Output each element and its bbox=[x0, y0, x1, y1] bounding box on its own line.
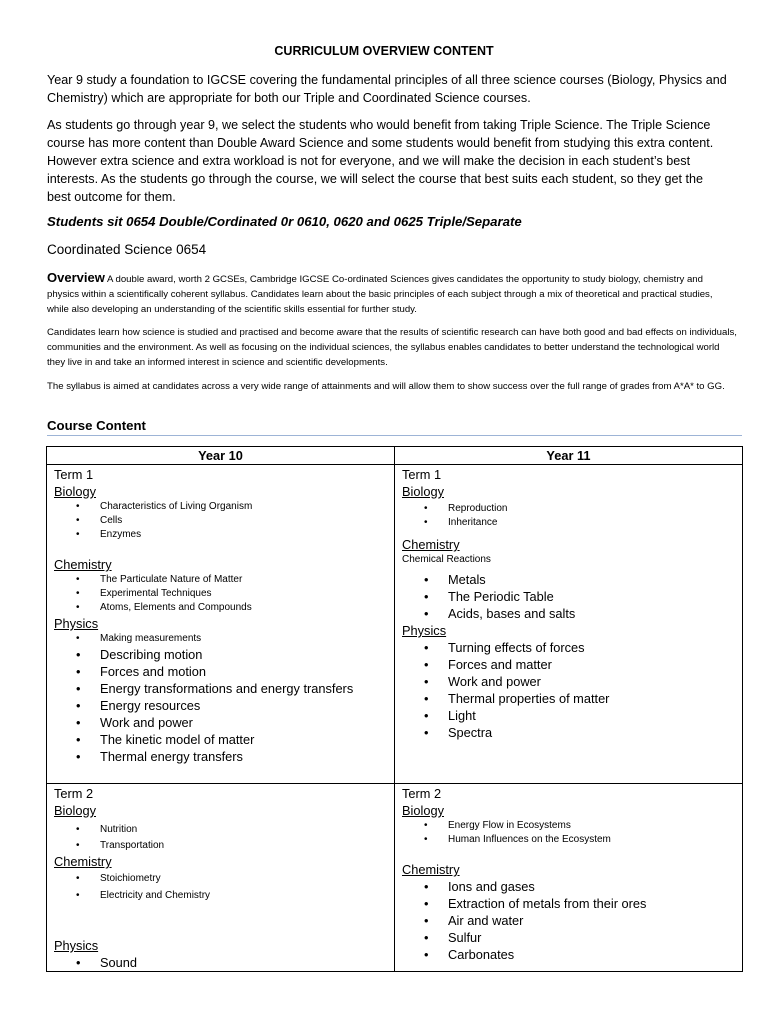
cell-year11-term1 bbox=[395, 465, 743, 784]
header-year-10: Year 10 bbox=[47, 447, 395, 465]
term-label: Term 1 bbox=[54, 467, 94, 482]
list-item: • Enzymes bbox=[100, 528, 394, 542]
list-item: • The Periodic Table bbox=[448, 588, 742, 605]
course-content-title: Course Content bbox=[47, 418, 146, 433]
list-item: • The kinetic model of matter bbox=[100, 731, 394, 748]
physics-list bbox=[54, 954, 394, 971]
subject-biology: Biology bbox=[402, 484, 444, 499]
biology-list bbox=[402, 502, 742, 530]
list-item: • Extraction of metals from their ores bbox=[448, 895, 742, 912]
chemistry-list bbox=[402, 571, 742, 622]
list-item: • Experimental Techniques bbox=[100, 587, 394, 601]
list-item: • Energy resources bbox=[100, 697, 394, 714]
list-item: • Characteristics of Living Organism bbox=[100, 500, 394, 514]
term-label: Term 1 bbox=[402, 467, 442, 482]
list-item: • Light bbox=[448, 707, 742, 724]
subject-physics: Physics bbox=[54, 938, 99, 953]
list-item: • Energy transformations and energy transfers bbox=[100, 680, 394, 697]
list-item: • Spectra bbox=[448, 724, 742, 741]
subject-biology: Biology bbox=[402, 803, 444, 818]
subject-chemistry: Chemistry bbox=[402, 537, 460, 552]
cell-year10-term1 bbox=[47, 465, 395, 784]
chemistry-list bbox=[54, 872, 394, 903]
overview-text: A double award, worth 2 GCSEs, Cambridge IGCSE Co-ordinated Sciences gives candidates the opportunity to study biology, chemistry and physics within a scientifically coherent syllabus. Candidates learn about the basic principles of each subject through a mix of theoretical and practical studies, while also developing an understanding of the scientific skills essential for further study. bbox=[47, 274, 713, 315]
syllabus-paragraph: The syllabus is aimed at candidates across a very wide range of attainments and will allow them to show success over the full range of grades from A*A* to GG. bbox=[47, 381, 725, 392]
cell-year11-term2 bbox=[395, 784, 743, 972]
list-item: • Thermal properties of matter bbox=[448, 690, 742, 707]
exam-codes-line: Students sit 0654 Double/Cordinated 0r 0610, 0620 and 0625 Triple/Separate bbox=[47, 214, 522, 229]
cell-year10-term2 bbox=[47, 784, 395, 972]
physics-list bbox=[402, 639, 742, 741]
term-label: Term 2 bbox=[54, 786, 94, 801]
list-item: • Nutrition bbox=[100, 823, 394, 837]
subject-physics: Physics bbox=[402, 623, 447, 638]
intro-paragraph-2: As students go through year 9, we select the students who would benefit from taking Triple Science. The Triple Science course has more content than Double Award Science and some students would benefit from studying this extra content. However extra science and extra workload is not for everyone, and we will make the decision in each student’s best interests. As the students go through the course, we will select the course that best suits each student, so they get the best outcome for them. bbox=[47, 118, 714, 204]
subject-biology: Biology bbox=[54, 484, 96, 499]
list-item: • Ions and gases bbox=[448, 878, 742, 895]
list-item: • Transportation bbox=[100, 839, 394, 853]
list-item: • Energy Flow in Ecosystems bbox=[448, 819, 742, 833]
term-label: Term 2 bbox=[402, 786, 442, 801]
list-item: • Thermal energy transfers bbox=[100, 748, 394, 765]
page-title: CURRICULUM OVERVIEW CONTENT bbox=[274, 44, 494, 58]
list-item: • Stoichiometry bbox=[100, 872, 394, 886]
list-item: • Sound bbox=[100, 954, 394, 971]
subject-chemistry: Chemistry bbox=[54, 854, 112, 869]
candidates-paragraph: Candidates learn how science is studied and practised and become aware that the results of scientific research can have both good and bad effects on individuals, communities and the environment. As well as focusing on the individual sciences, the syllabus enables candidates to better understand the technological world they live in and take an informed interest in science and scientific developments. bbox=[47, 327, 737, 368]
header-year-11: Year 11 bbox=[395, 447, 743, 465]
subject-chemistry: Chemistry bbox=[402, 862, 460, 877]
list-item: • Work and power bbox=[448, 673, 742, 690]
list-item: • Turning effects of forces bbox=[448, 639, 742, 656]
physics-list bbox=[54, 646, 394, 765]
list-item: • Air and water bbox=[448, 912, 742, 929]
divider-line bbox=[47, 435, 742, 436]
subject-chemistry: Chemistry bbox=[54, 557, 112, 572]
list-item: • Reproduction bbox=[448, 502, 742, 516]
chemistry-note: Chemical Reactions bbox=[402, 554, 491, 565]
list-item: • Making measurements bbox=[100, 632, 394, 646]
list-item: • Human Influences on the Ecosystem bbox=[448, 833, 742, 847]
overview-heading: Overview bbox=[47, 270, 105, 285]
list-item: • Forces and matter bbox=[448, 656, 742, 673]
subject-biology: Biology bbox=[54, 803, 96, 818]
list-item: • Electricity and Chemistry bbox=[100, 889, 394, 903]
list-item: • Carbonates bbox=[448, 946, 742, 963]
biology-list bbox=[402, 819, 742, 847]
course-name: Coordinated Science 0654 bbox=[47, 242, 207, 257]
list-item: • Work and power bbox=[100, 714, 394, 731]
physics-measure-list bbox=[54, 632, 394, 646]
list-item: • Sulfur bbox=[448, 929, 742, 946]
list-item: • Describing motion bbox=[100, 646, 394, 663]
list-item: • The Particulate Nature of Matter bbox=[100, 573, 394, 587]
chemistry-list bbox=[402, 878, 742, 963]
intro-paragraph-1: Year 9 study a foundation to IGCSE covering the fundamental principles of all three science courses (Biology, Physics and Chemistry) which are appropriate for both our Triple and Coordinated Science courses. bbox=[47, 73, 727, 105]
chemistry-list bbox=[54, 573, 394, 615]
subject-physics: Physics bbox=[54, 616, 99, 631]
list-item: • Inheritance bbox=[448, 516, 742, 530]
list-item: • Atoms, Elements and Compounds bbox=[100, 601, 394, 615]
list-item: • Forces and motion bbox=[100, 663, 394, 680]
list-item: • Acids, bases and salts bbox=[448, 605, 742, 622]
biology-list bbox=[54, 500, 394, 542]
list-item: • Cells bbox=[100, 514, 394, 528]
course-content-table bbox=[46, 446, 743, 972]
overview-paragraph bbox=[47, 270, 737, 317]
biology-list bbox=[54, 823, 394, 853]
list-item: • Metals bbox=[448, 571, 742, 588]
